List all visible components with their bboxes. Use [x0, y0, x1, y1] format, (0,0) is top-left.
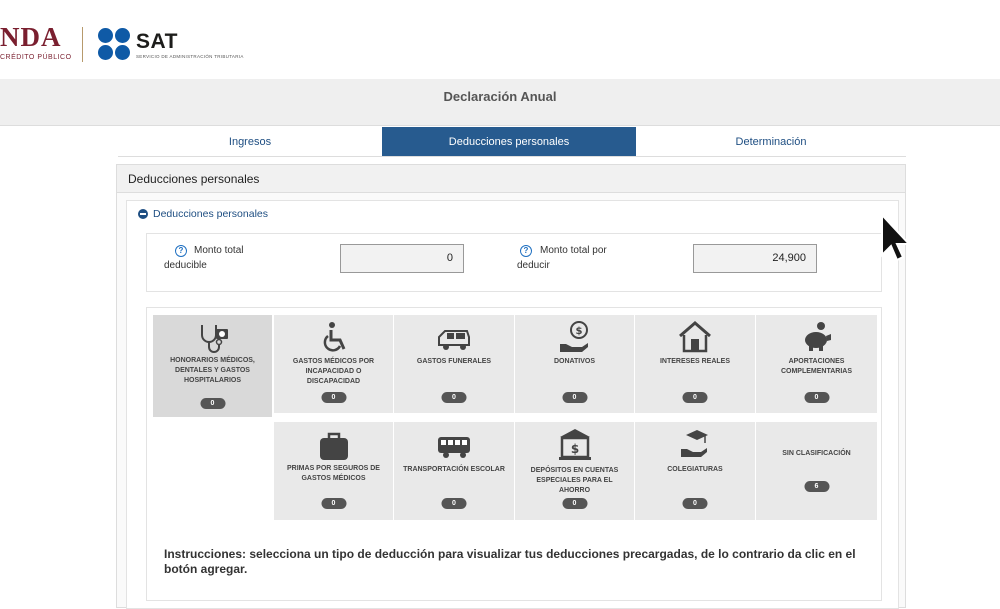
category-label: TRANSPORTACIÓN ESCOLAR [403, 466, 505, 473]
category-count-badge: 0 [442, 392, 467, 403]
category-donativos[interactable] [515, 315, 634, 413]
category-colegiaturas[interactable] [635, 422, 755, 520]
page-title: Declaración Anual [443, 89, 557, 104]
category-depositos-ahorro[interactable] [515, 422, 634, 520]
accordion-label[interactable]: Deducciones personales [153, 208, 268, 220]
medical-bag-icon [317, 430, 351, 464]
category-count-badge: 0 [321, 498, 346, 509]
category-label: DEPÓSITOS EN CUENTAS ESPECIALES PARA EL AHORRO [530, 467, 619, 494]
category-aportaciones-complementarias[interactable] [756, 315, 877, 413]
svg-text:$: $ [575, 326, 582, 337]
category-label: GASTOS MÉDICOS POR INCAPACIDAD O DISCAPACIDAD [292, 358, 375, 385]
category-count-badge: 6 [804, 481, 829, 492]
category-label: HONORARIOS MÉDICOS, DENTALES Y GASTOS HOSPITALARIOS [170, 357, 255, 384]
wheelchair-icon [317, 321, 351, 355]
svg-text:$: $ [570, 442, 579, 456]
totals-box [146, 233, 882, 292]
category-label: APORTACIONES COMPLEMENTARIAS [780, 358, 853, 375]
category-label: PRIMAS POR SEGUROS DE GASTOS MÉDICOS [287, 465, 380, 482]
monto-por-deducir-label-line1: Monto total por [540, 245, 607, 256]
bank-icon [558, 427, 592, 461]
category-count-badge: 0 [683, 498, 708, 509]
category-count-badge: 0 [321, 392, 346, 403]
sat-logo-subtitle: SERVICIO DE ADMINISTRACIÓN TRIBUTARIA [136, 54, 244, 59]
category-count-badge: 0 [804, 392, 829, 403]
accordion-toggle[interactable] [127, 201, 898, 228]
category-transportacion-escolar[interactable] [394, 422, 514, 520]
title-bar [0, 79, 1000, 126]
piggy-bank-icon [800, 320, 834, 354]
hearse-icon [437, 323, 471, 357]
hacienda-logo-subtitle: CRÉDITO PÚBLICO [0, 54, 72, 61]
tab-ingresos[interactable]: Ingresos [228, 136, 272, 148]
deducciones-panel [116, 164, 906, 608]
school-bus-icon [437, 430, 471, 464]
category-count-badge: 0 [562, 392, 587, 403]
category-gastos-medicos-incapacidad[interactable] [274, 315, 393, 413]
tab-deducciones-personales[interactable]: Deducciones personales [382, 127, 636, 156]
category-primas-seguros[interactable] [274, 422, 393, 520]
category-label: SIN CLASIFICACIÓN [782, 450, 851, 457]
mouse-cursor-icon [880, 213, 910, 263]
category-honorarios-medicos[interactable] [153, 315, 272, 417]
category-sin-clasificacion[interactable] [756, 422, 877, 520]
monto-por-deducir-field[interactable]: 24,900 [693, 244, 817, 273]
accordion-section [126, 200, 899, 609]
sat-logo-text: SAT [136, 30, 178, 53]
category-label: COLEGIATURAS [667, 466, 723, 473]
collapse-icon[interactable] [138, 209, 148, 219]
category-intereses-reales[interactable] [635, 315, 755, 413]
hacienda-logo-text: NDA [0, 22, 62, 52]
monto-deducible-label-line1: Monto total [194, 245, 244, 256]
category-label: DONATIVOS [553, 358, 596, 365]
category-gastos-funerales[interactable] [394, 315, 514, 413]
category-count-badge: 0 [442, 498, 467, 509]
sat-logo-icon [98, 28, 132, 60]
help-icon[interactable]: ? [175, 245, 187, 257]
category-count-badge: 0 [562, 498, 587, 509]
header [0, 0, 1000, 80]
tab-bar [118, 127, 906, 157]
instructions-text: Instrucciones: selecciona un tipo de deducción para visualizar tus deducciones precargadas, de lo contrario da clic en el botón agregar. [164, 547, 856, 576]
donation-icon [558, 320, 592, 354]
logo-divider [82, 27, 83, 62]
house-icon [678, 320, 712, 354]
category-label: INTERESES REALES [659, 358, 730, 365]
monto-deducible-field[interactable]: 0 [340, 244, 464, 273]
category-count-badge: 0 [683, 392, 708, 403]
monto-deducible-label-line2: deducible [164, 260, 207, 271]
category-label: GASTOS FUNERALES [416, 358, 492, 365]
stethoscope-icon [196, 321, 230, 355]
panel-title: Deducciones personales [128, 172, 260, 186]
category-count-badge: 0 [200, 398, 225, 409]
panel-header [117, 165, 905, 193]
help-icon[interactable]: ? [520, 245, 532, 257]
monto-por-deducir-label-line2: deducir [517, 260, 550, 271]
graduation-cap-icon [678, 427, 712, 461]
tab-determinacion[interactable]: Determinación [735, 136, 807, 148]
